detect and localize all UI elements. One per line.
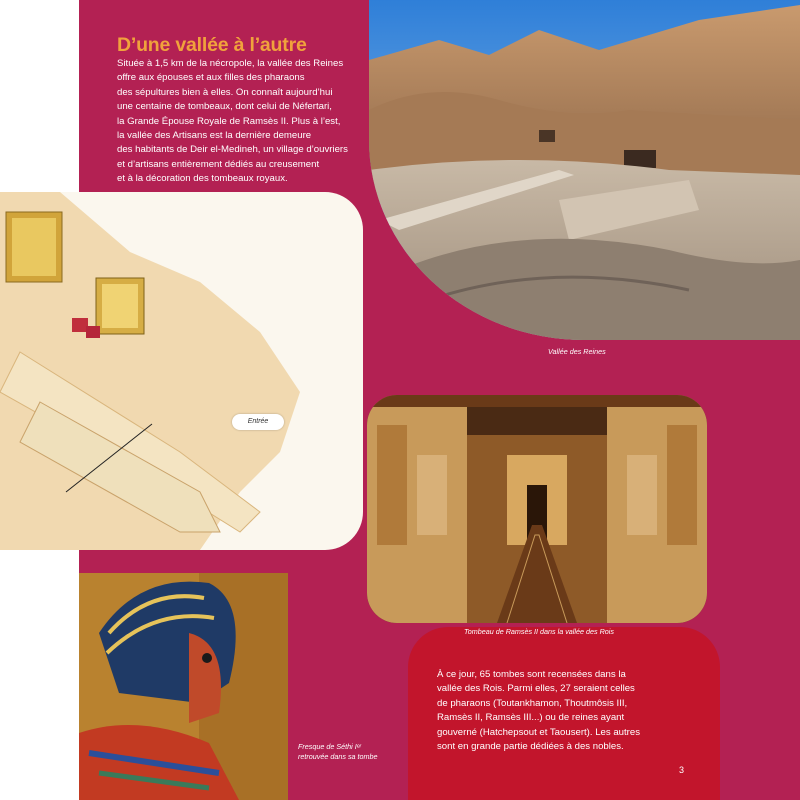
intro-line: et à la décoration des tombeaux royaux.: [117, 173, 288, 185]
intro-line: des habitants de Deir el-Medineh, un village d’ouvriers: [117, 144, 348, 156]
fresco-caption: [298, 742, 378, 762]
valley-caption: Vallée des Reines: [548, 347, 606, 356]
intro-line: offre aux épouses et aux filles des pharaons: [117, 72, 305, 84]
body-line: À ce jour, 65 tombes sont recensées dans la: [437, 669, 626, 680]
seti-fresco-photo: [79, 573, 288, 800]
intro-line: une centaine de tombeaux, dont celui de Néfertari,: [117, 101, 332, 113]
intro-line: la vallée des Artisans est la dernière demeure: [117, 130, 312, 142]
body-line: de pharaons (Toutankhamon, Thoutmôsis III,: [437, 697, 628, 709]
fresco-caption-line: retrouvée dans sa tombe: [298, 752, 378, 761]
intro-line: la Grande Épouse Royale de Ramsès II. Plus à l’est,: [117, 115, 341, 127]
body-line: sont en grande partie dédiées à des nobles.: [437, 741, 624, 753]
tomb-caption: Tombeau de Ramsès II dans la vallée des Rois: [464, 627, 614, 636]
intro-line: et d’artisans entièrement dédiés au creusement: [117, 158, 320, 170]
tomb-cross-section-illustration: [0, 192, 363, 550]
body-line: Ramsès II, Ramsès III...) ou de reines ayant: [437, 712, 625, 724]
body-line: vallée des Rois. Parmi elles, 27 seraient celles: [437, 683, 635, 695]
intro-paragraph: [117, 57, 379, 187]
ramses-tomb-photo: [367, 395, 707, 623]
body-paragraph: [437, 668, 717, 754]
section-heading: D’une vallée à l’autre: [117, 34, 307, 56]
intro-line: des sépultures bien à elles. On connaît aujourd’hui: [117, 86, 333, 98]
page-number: 3: [679, 765, 685, 775]
entry-label: Entrée: [232, 414, 284, 430]
fresco-caption-line: Fresque de Séthi Iᵉʳ: [298, 742, 362, 751]
intro-line: Située à 1,5 km de la nécropole, la vallée des Reines: [117, 58, 344, 69]
body-line: gouverné (Hatchepsout et Taousert). Les autres: [437, 726, 641, 738]
